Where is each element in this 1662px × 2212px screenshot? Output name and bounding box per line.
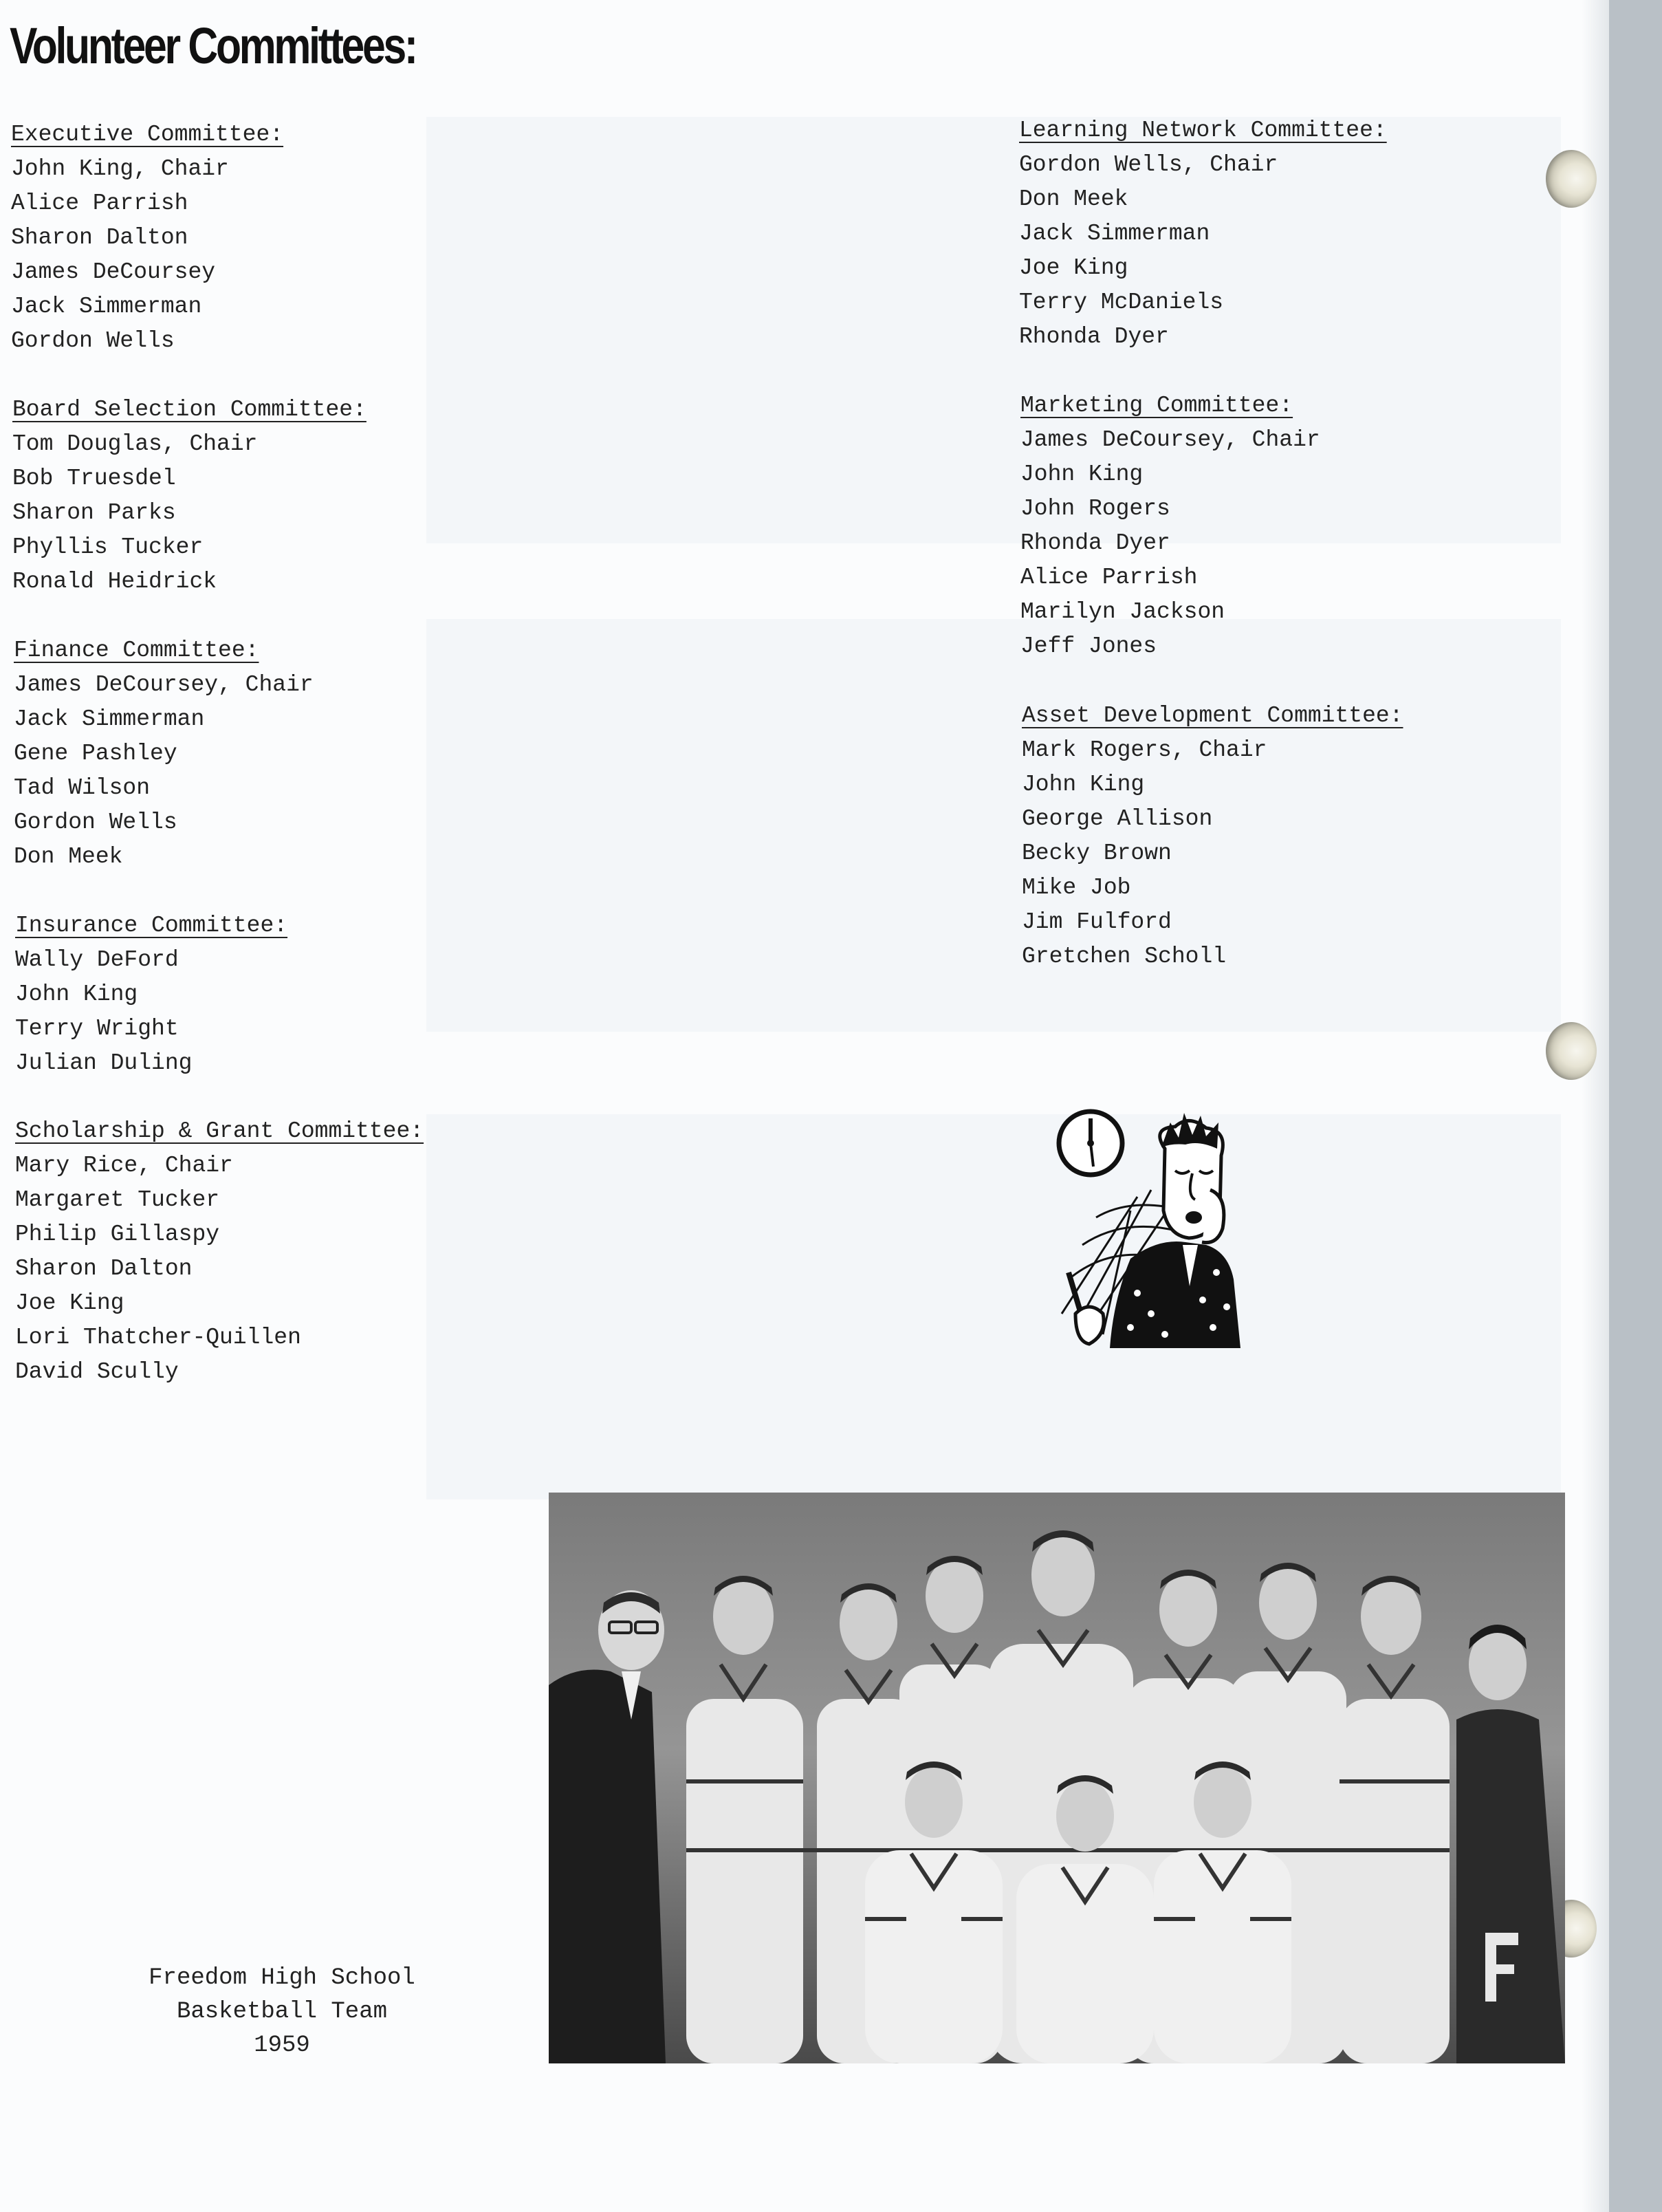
member-name: Phyllis Tucker <box>12 534 204 560</box>
committee-heading: Marketing Committee: <box>1020 393 1293 418</box>
committee-heading: Scholarship & Grant Committee: <box>15 1118 424 1144</box>
member-name: David Scully <box>15 1359 179 1385</box>
member-name: Tom Douglas, Chair <box>12 431 258 457</box>
member-name: Jim Fulford <box>1022 909 1172 935</box>
binder-hole <box>1546 150 1597 208</box>
member-name: Gordon Wells <box>11 328 175 354</box>
member-name: Rhonda Dyer <box>1020 530 1170 556</box>
member-name: Tad Wilson <box>14 775 151 801</box>
member-name: Gordon Wells <box>14 810 177 835</box>
member-name: Gretchen Scholl <box>1022 944 1227 969</box>
tired-man-with-clock-icon <box>1048 1107 1242 1352</box>
page-edge <box>1582 0 1609 2212</box>
caption-line: 1959 <box>254 2032 310 2059</box>
committee-heading: Finance Committee: <box>14 638 259 663</box>
member-name: John King, Chair <box>11 156 229 182</box>
member-name: Margaret Tucker <box>15 1187 220 1213</box>
photo-caption <box>110 1962 454 2063</box>
member-name: Alice Parrish <box>1020 565 1198 590</box>
member-name: Lori Thatcher-Quillen <box>15 1325 301 1350</box>
member-list <box>11 152 283 358</box>
member-name: Jack Simmerman <box>14 706 205 732</box>
committee-heading: Executive Committee: <box>11 122 284 147</box>
member-list <box>12 427 367 599</box>
member-name: James DeCoursey, Chair <box>14 672 314 697</box>
member-name: Gene Pashley <box>14 741 177 766</box>
member-name: George Allison <box>1022 806 1213 832</box>
member-name: Alice Parrish <box>11 191 188 216</box>
member-name: Marilyn Jackson <box>1020 599 1225 625</box>
member-name: Terry McDaniels <box>1019 290 1224 315</box>
committee-heading: Asset Development Committee: <box>1022 703 1403 728</box>
page-title: Volunteer Committees: <box>10 17 416 74</box>
member-name: Mike Job <box>1022 875 1131 900</box>
committee-heading: Board Selection Committee: <box>12 397 367 422</box>
insurance-committee <box>15 909 287 1081</box>
member-name: Sharon Parks <box>12 500 176 525</box>
member-list <box>15 1149 424 1389</box>
member-name: Joe King <box>1019 255 1128 281</box>
member-name: James DeCoursey <box>11 259 216 285</box>
member-name: Philip Gillaspy <box>15 1222 220 1247</box>
member-list <box>1020 423 1320 664</box>
binder-hole <box>1546 1022 1597 1080</box>
member-list <box>1019 148 1387 354</box>
asset-development-committee <box>1022 699 1403 974</box>
caption-line: Basketball Team <box>176 1999 388 2025</box>
marketing-committee <box>1020 389 1320 664</box>
member-name: Sharon Dalton <box>11 225 188 250</box>
finance-committee <box>14 633 314 874</box>
member-name: Gordon Wells, Chair <box>1019 152 1278 177</box>
member-name: Julian Duling <box>15 1050 193 1076</box>
committee-heading: Insurance Committee: <box>15 913 288 938</box>
basketball-team-photo <box>549 1493 1565 2063</box>
member-list <box>14 668 314 874</box>
board-selection-committee <box>12 393 367 599</box>
member-name: Jack Simmerman <box>1019 221 1210 246</box>
member-name: James DeCoursey, Chair <box>1020 427 1320 453</box>
member-name: Joe King <box>15 1290 124 1316</box>
member-name: Mary Rice, Chair <box>15 1153 233 1178</box>
caption-line: Freedom High School <box>149 1965 415 1991</box>
executive-committee <box>11 118 283 358</box>
show-through-block <box>426 1114 1561 1499</box>
member-name: Jack Simmerman <box>11 294 202 319</box>
member-name: Bob Truesdel <box>12 466 176 491</box>
member-name: John King <box>15 982 138 1007</box>
scholarship-grant-committee <box>15 1114 424 1389</box>
member-name: Jeff Jones <box>1020 633 1157 659</box>
member-name: Rhonda Dyer <box>1019 324 1169 349</box>
member-list <box>1022 733 1403 974</box>
member-name: Don Meek <box>14 844 123 869</box>
member-name: John King <box>1022 772 1145 797</box>
member-name: Becky Brown <box>1022 841 1172 866</box>
member-name: Wally DeFord <box>15 947 179 973</box>
show-through-block <box>426 117 1561 543</box>
learning-network-committee <box>1019 113 1387 354</box>
member-name: Don Meek <box>1019 186 1128 212</box>
member-name: John King <box>1020 462 1144 487</box>
member-name: Ronald Heidrick <box>12 569 217 594</box>
member-name: Sharon Dalton <box>15 1256 193 1281</box>
member-name: Terry Wright <box>15 1016 179 1041</box>
member-name: Mark Rogers, Chair <box>1022 737 1267 763</box>
member-list <box>15 943 287 1081</box>
committee-heading: Learning Network Committee: <box>1019 118 1387 143</box>
member-name: John Rogers <box>1020 496 1170 521</box>
